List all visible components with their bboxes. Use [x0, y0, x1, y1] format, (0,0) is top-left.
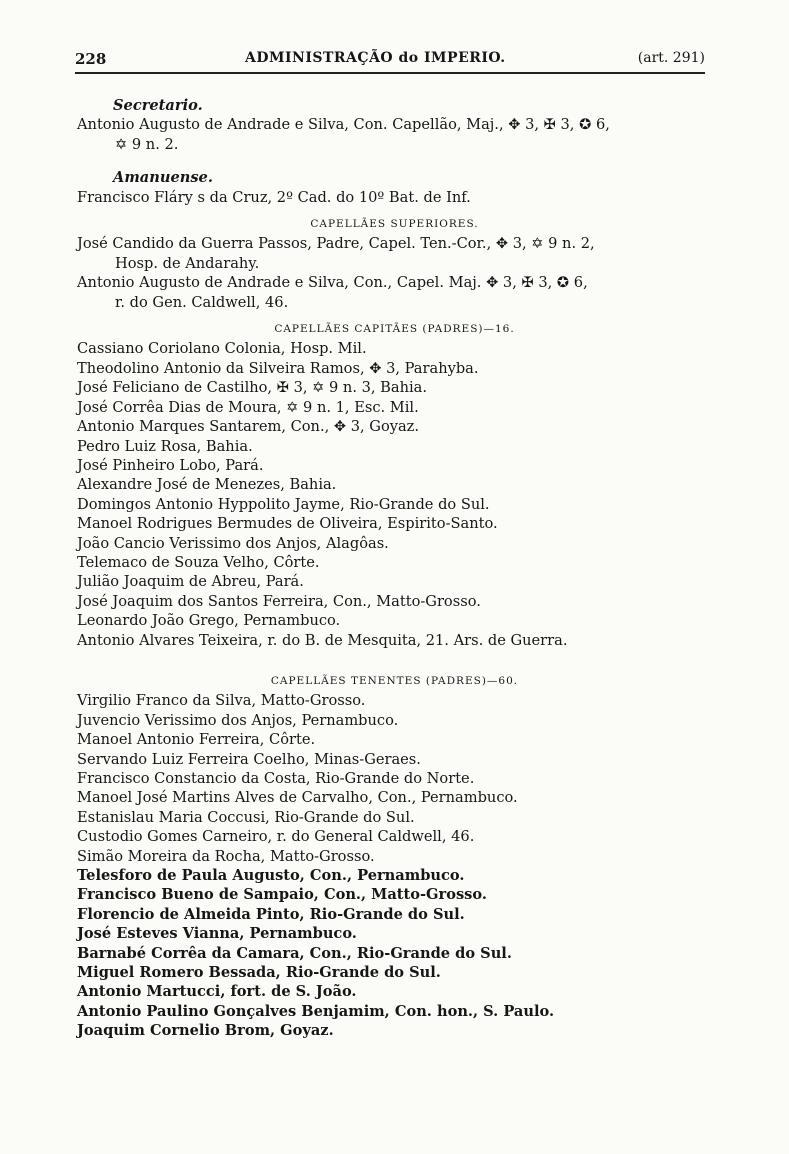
list-item: José Pinheiro Lobo, Pará. — [77, 456, 264, 474]
list-item: Julião Joaquim de Abreu, Pará. — [77, 573, 304, 591]
list-item: José Feliciano de Castilho, ✠ 3, ✡ 9 n. 3, Bahia. — [77, 379, 427, 397]
list-item: Leonardo João Grego, Pernambuco. — [77, 612, 341, 630]
list-item: Francisco Constancio da Costa, Rio-Grande do Norte. — [77, 770, 475, 787]
running-title: ADMINISTRAÇÃO do IMPERIO. — [245, 50, 506, 66]
list-item: Antonio Martucci, fort. de S. João. — [77, 983, 357, 1001]
list-item: Simão Moreira da Rocha, Matto-Grosso. — [77, 847, 375, 865]
section-heading-superiores: CAPELLÃES SUPERIORES. — [310, 218, 479, 231]
section-heading-amanuense: Amanuense. — [113, 169, 213, 187]
section-heading-secretario: Secretario. — [113, 97, 203, 114]
list-item: Estanislau Maria Coccusi, Rio-Grande do Sul. — [77, 808, 415, 826]
list-item: Florencio de Almeida Pinto, Rio-Grande do Sul. — [77, 905, 465, 923]
list-item: Theodolino Antonio da Silveira Ramos, ✥ 3, Parahyba. — [77, 359, 479, 377]
list-item: Barnabé Corrêa da Camara, Con., Rio-Grande do Sul. — [77, 944, 512, 962]
list-item: Custodio Gomes Carneiro, r. do General Caldwell, 46. — [77, 828, 475, 846]
list-item: Virgilio Franco da Silva, Matto-Grosso. — [77, 692, 366, 710]
list-item: Manoel José Martins Alves de Carvalho, Con., Pernambuco. — [77, 789, 518, 807]
list-item: Alexandre José de Menezes, Bahia. — [77, 476, 337, 494]
list-item: José Esteves Vianna, Pernambuco. — [77, 925, 357, 943]
list-item: Miguel Romero Bessada, Rio-Grande do Sul. — [77, 964, 441, 982]
list-item: Antonio Marques Santarem, Con., ✥ 3, Goyaz. — [77, 418, 420, 436]
page-content — [77, 96, 712, 1041]
list-item: Pedro Luiz Rosa, Bahia. — [77, 437, 253, 455]
list-item: Manoel Rodrigues Bermudes de Oliveira, Espirito-Santo. — [77, 515, 498, 533]
list-item: Juvencio Verissimo dos Anjos, Pernambuco. — [77, 711, 399, 729]
page-header — [75, 50, 705, 74]
section-heading-capitaes: CAPELLÃES CAPITÃES (PADRES)—16. — [274, 323, 515, 336]
list-item: Antonio Alvares Teixeira, r. do B. de Mesquita, 21. Ars. de Guerra. — [77, 631, 568, 649]
list-item: Telesforo de Paula Augusto, Con., Pernambuco. — [77, 867, 465, 885]
list-item: Manoel Antonio Ferreira, Côrte. — [77, 731, 316, 749]
list-item: Cassiano Coriolano Colonia, Hosp. Mil. — [77, 340, 367, 358]
entry-line: Francisco Fláry s da Cruz, 2º Cad. do 10º Bat. de Inf. — [77, 188, 471, 206]
list-item: Francisco Bueno de Sampaio, Con., Matto-Grosso. — [77, 886, 487, 904]
list-item: José Joaquim dos Santos Ferreira, Con., Matto-Grosso. — [77, 592, 481, 610]
list-item: Joaquim Cornelio Brom, Goyaz. — [77, 1022, 334, 1040]
article-reference: (art. 291) — [637, 50, 705, 66]
entry-line: Hosp. de Andarahy. — [115, 254, 260, 272]
list-item: Antonio Paulino Gonçalves Benjamim, Con. hon., S. Paulo. — [77, 1002, 555, 1020]
list-item: José Corrêa Dias de Moura, ✡ 9 n. 1, Esc. Mil. — [77, 398, 419, 416]
page-number: 228 — [75, 50, 107, 68]
entry-line: Antonio Augusto de Andrade e Silva, Con., Capel. Maj. ✥ 3, ✠ 3, ✪ 6, — [77, 274, 588, 292]
list-item: Domingos Antonio Hyppolito Jayme, Rio-Grande do Sul. — [77, 495, 490, 513]
entry-line: r. do Gen. Caldwell, 46. — [115, 293, 289, 311]
entry-line: ✡ 9 n. 2. — [115, 135, 179, 153]
entry-line: José Candido da Guerra Passos, Padre, Capel. Ten.-Cor., ✥ 3, ✡ 9 n. 2, — [77, 235, 595, 253]
section-heading-tenentes: CAPELLÃES TENENTES (PADRES)—60. — [270, 674, 519, 687]
list-item: Telemaco de Souza Velho, Côrte. — [77, 553, 320, 571]
list-item: Servando Luiz Ferreira Coelho, Minas-Geraes. — [77, 750, 421, 768]
entry-line: Antonio Augusto de Andrade e Silva, Con. Capellão, Maj., ✥ 3, ✠ 3, ✪ 6, — [77, 116, 610, 134]
list-item: João Cancio Verissimo dos Anjos, Alagôas. — [77, 534, 389, 552]
